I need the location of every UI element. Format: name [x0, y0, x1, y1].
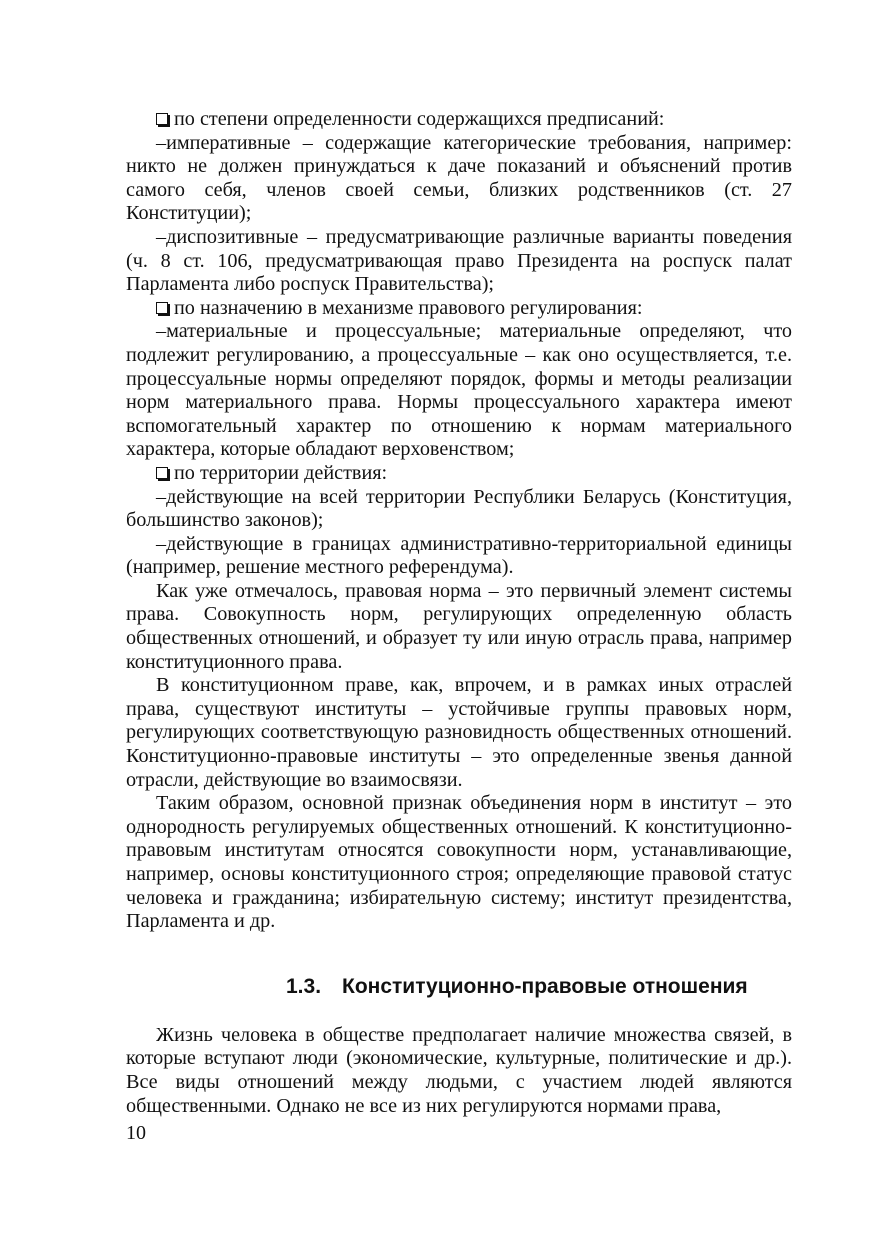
- list-item: –материальные и процессуальные; материальные определяют, что подлежит регулированию, а процессуальные – как оно осуществляется, т.е. процессуальные нормы определяют порядок, формы и методы реализации норм материального права. Нормы процессуального характера имеют вспомогательный характер по отношению к нормам материального характера, которые обладают верховенством;: [126, 320, 792, 461]
- section-heading: [126, 974, 792, 1000]
- paragraph: Как уже отмечалось, правовая норма – это первичный элемент системы права. Совокупность норм, регулирующих определенную область общественных отношений, и образует ту или иную отрасль права, например конституционного права.: [126, 579, 792, 673]
- list-heading-text: по степени определенности содержащихся предписаний:: [174, 108, 665, 130]
- checkbox-bullet-icon: [156, 302, 168, 314]
- list-heading: [126, 297, 792, 321]
- page-body: [126, 108, 792, 1118]
- paragraph: В конституционном праве, как, впрочем, и в рамках иных отраслей права, существуют институты – устойчивые группы правовых норм, регулирующих соответствующую разновидность общественных отношений. Конституционно-правовые институты – это определенные звенья данной отрасли, действующие во взаимосвязи.: [126, 674, 792, 791]
- paragraph: Таким образом, основной признак объединения норм в институт – это однородность регулируемых общественных отношений. К конституционно-правовым институтам относятся совокупности норм, устанавливающие, например, основы конституционного строя; определяющие правовой статус человека и гражданина; избирательную систему; институт президентства, Парламента и др.: [126, 792, 792, 933]
- list-item: –действующие на всей территории Республики Беларусь (Конституция, большинство законов);: [126, 485, 792, 532]
- list-heading-text: по территории действия:: [174, 461, 388, 484]
- checkbox-bullet-icon: [156, 467, 168, 479]
- list-heading: [126, 462, 792, 486]
- checkbox-bullet-icon: [156, 113, 168, 125]
- page-number: 10: [126, 1122, 146, 1144]
- section-title: Конституционно-правовые отношения: [342, 974, 748, 998]
- list-item: –действующие в границах административно-территориальной единицы (например, решение местного референдума).: [126, 532, 792, 579]
- list-heading: [126, 108, 792, 132]
- list-item: –диспозитивные – предусматривающие различные варианты поведения (ч. 8 ст. 106, предусматривающая право Президента на роспуск палат Парламента либо роспуск Правительства);: [126, 225, 792, 296]
- section-number: 1.3.: [286, 974, 322, 998]
- paragraph: Жизнь человека в обществе предполагает наличие множества связей, в которые вступают люди (экономические, культурные, политические и др.). Все виды отношений между людьми, с участием людей являются общественными. Однако не все из них регулируются нормами права,: [126, 1023, 792, 1117]
- list-item: –императивные – содержащие категорические требования, например: никто не должен принуждаться к даче показаний и объяснений против самого себя, членов своей семьи, близких родственников (ст. 27 Конституции);: [126, 131, 792, 225]
- list-heading-text: по назначению в механизме правового регулирования:: [174, 296, 643, 319]
